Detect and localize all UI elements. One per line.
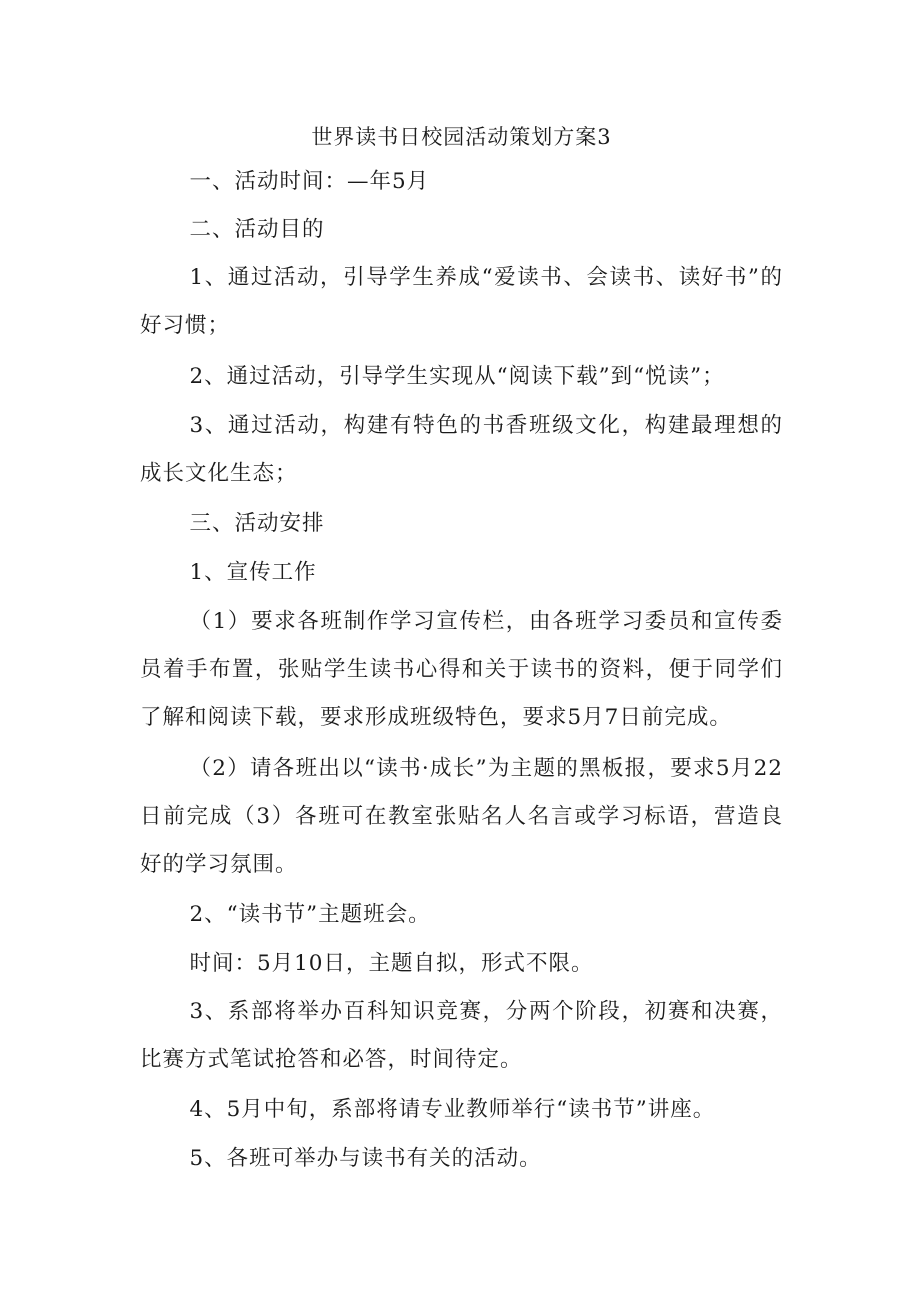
heading-publicity-work: 1、宣传工作	[189, 560, 317, 585]
heading-activity-arrangement: 三、活动安排	[189, 511, 325, 536]
paragraph-publicity-2-3: （2）请各班出以“读书·成长”为主题的黑板报，要求5月22日前完成（3）各班可在教室张贴名人名言或学习标语，营造良好的学习氛围。	[140, 756, 783, 877]
paragraph-meeting-time: 时间：5月10日，主题自拟，形式不限。	[189, 951, 594, 976]
paragraph-lecture: 4、5月中旬，系部将请专业教师举行“读书节”讲座。	[189, 1097, 716, 1122]
heading-activity-purpose: 二、活动目的	[189, 217, 325, 242]
document-title: 世界读书日校园活动策划方案3	[311, 125, 612, 149]
paragraph-publicity-1: （1）要求各班制作学习宣传栏，由各班学习委员和宣传委员着手布置，张贴学生读书心得和关于读书的资料，便于同学们了解和阅读下载，要求形成班级特色，要求5月7日前完成。	[140, 609, 783, 730]
paragraph-knowledge-contest: 3、系部将举办百科知识竞赛，分两个阶段，初赛和决赛，比赛方式笔试抢答和必答，时间待定。	[140, 999, 783, 1072]
paragraph-activity-time: 一、活动时间：—年5月	[189, 169, 430, 194]
paragraph-class-meeting: 2、“读书节”主题班会。	[189, 902, 431, 927]
paragraph-class-activities: 5、各班可举办与读书有关的活动。	[189, 1146, 542, 1171]
paragraph-purpose-3: 3、通过活动，构建有特色的书香班级文化，构建最理想的成长文化生态；	[140, 413, 783, 486]
paragraph-purpose-1: 1、通过活动，引导学生养成“爱读书、会读书、读好书”的好习惯；	[140, 265, 783, 338]
paragraph-purpose-2: 2、通过活动，引导学生实现从“阅读下载”到“悦读”；	[189, 364, 725, 389]
